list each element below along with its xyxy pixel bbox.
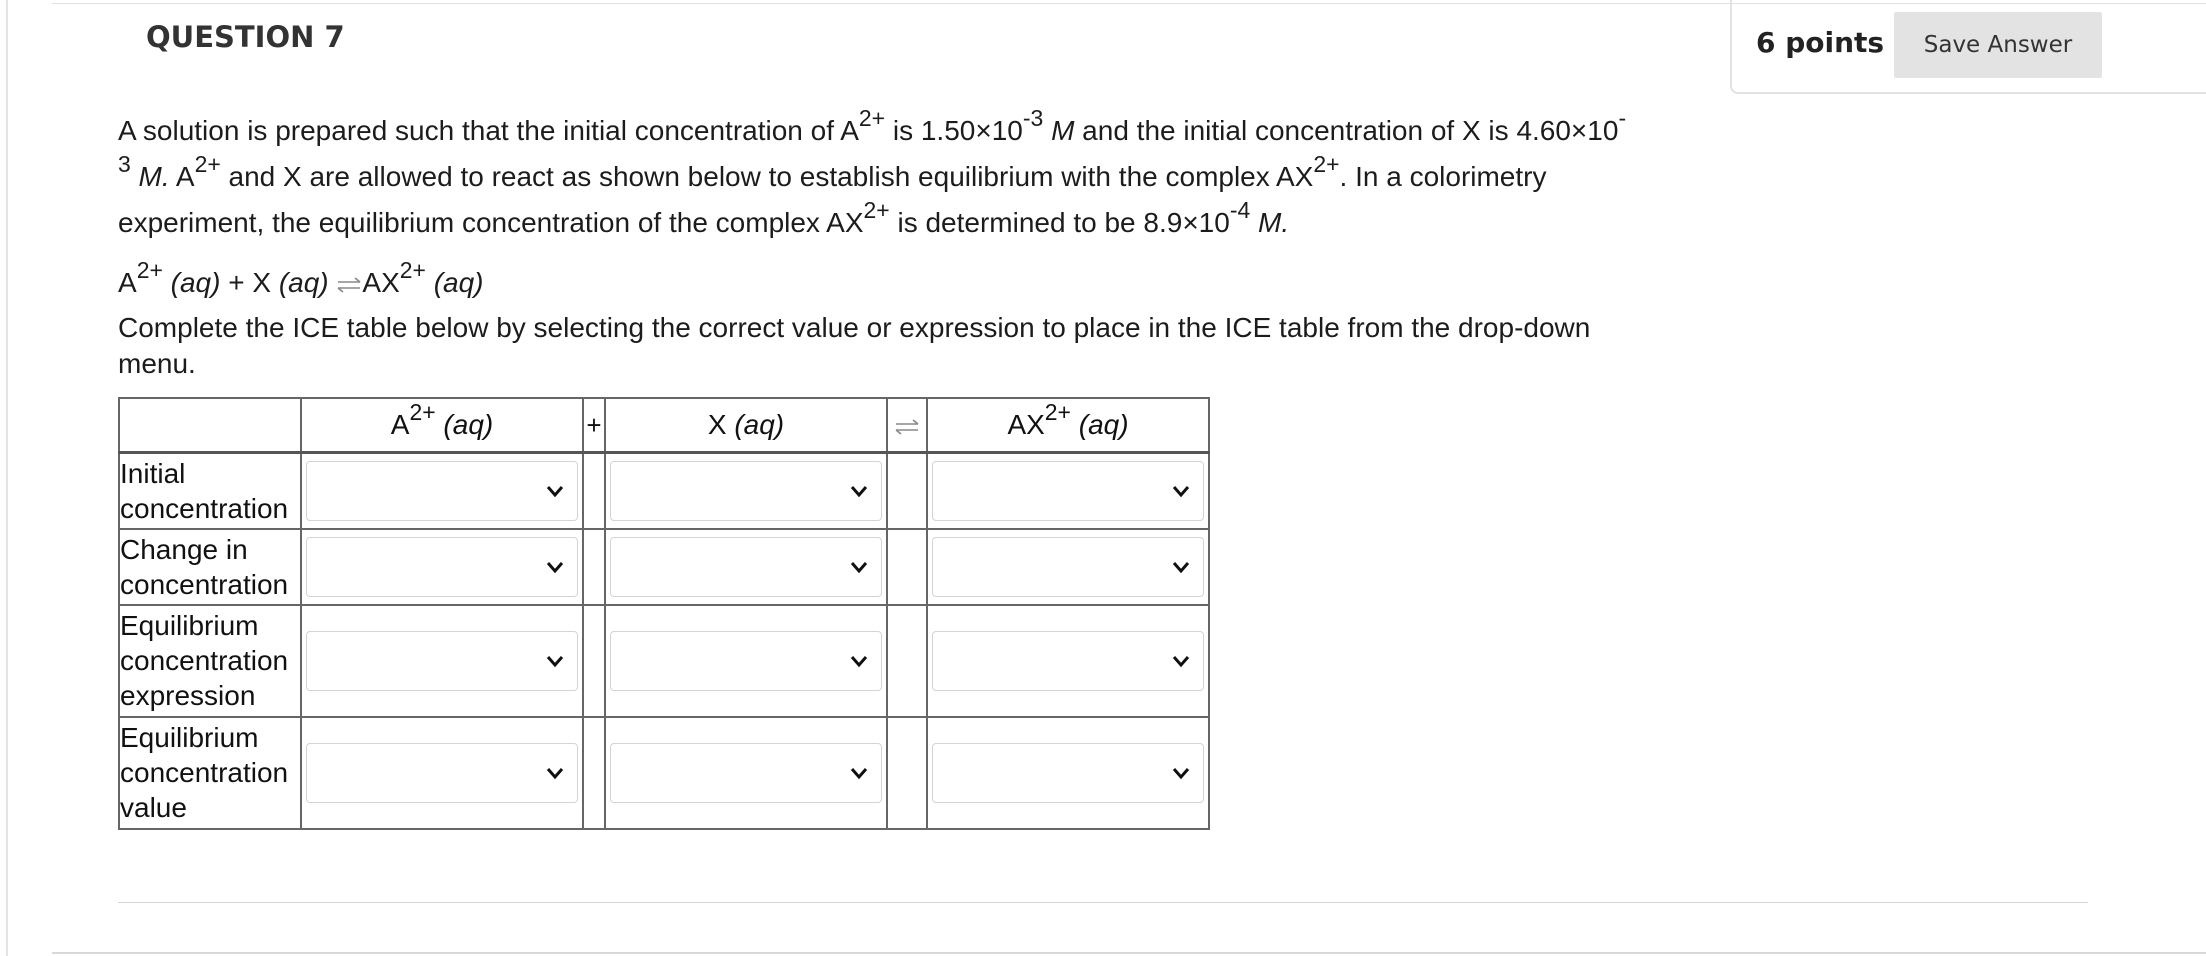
select-eq-value-x[interactable]: [610, 743, 882, 803]
select-change-a[interactable]: [306, 537, 578, 597]
chevron-down-icon: [849, 651, 869, 671]
ice-row-eq-value: [119, 717, 1209, 829]
select-eq-expression-x[interactable]: [610, 631, 882, 691]
section-divider: [118, 902, 2088, 903]
question-title: QUESTION 7: [146, 20, 345, 54]
chevron-down-icon: [849, 557, 869, 577]
row-label-eq-expression: Equilibrium concentration expression: [119, 605, 301, 717]
ice-row-initial: [119, 453, 1209, 529]
equilibrium-arrow-icon: [894, 417, 920, 437]
select-change-x[interactable]: [610, 537, 882, 597]
ice-row-eq-expression: [119, 605, 1209, 717]
chevron-down-icon: [1171, 557, 1191, 577]
select-eq-value-ax[interactable]: [932, 743, 1204, 803]
row-label-eq-value: Equilibrium concentration value: [119, 717, 301, 829]
header-a-aq: $A^{2+}$ (aq): [301, 398, 583, 453]
save-answer-button[interactable]: Save Answer: [1894, 12, 2102, 78]
chevron-down-icon: [545, 481, 565, 501]
equilibrium-arrow-icon: [336, 275, 362, 295]
chevron-down-icon: [849, 481, 869, 501]
select-eq-expression-ax[interactable]: [932, 631, 1204, 691]
chevron-down-icon: [545, 651, 565, 671]
reaction-equation: $A^{2+}$ (aq) + X (aq) $AX^{2+}$ (aq): [118, 256, 484, 298]
chevron-down-icon: [545, 557, 565, 577]
select-initial-x[interactable]: [610, 461, 882, 521]
page-frame: [6, 0, 8, 956]
instruction-text: Complete the ICE table below by selecting the correct value or expression to place in the ICE table from the drop-down menu.: [118, 312, 1591, 379]
ice-corner-cell: [119, 398, 301, 453]
select-eq-expression-a[interactable]: [306, 631, 578, 691]
ice-row-change: [119, 529, 1209, 605]
select-eq-value-a[interactable]: [306, 743, 578, 803]
chevron-down-icon: [849, 763, 869, 783]
ice-table: [118, 397, 1210, 830]
select-change-ax[interactable]: [932, 537, 1204, 597]
chevron-down-icon: [1171, 481, 1191, 501]
points-label: 6 points: [1756, 26, 1885, 59]
row-label-change: Change in concentration: [119, 529, 301, 605]
select-initial-ax[interactable]: [932, 461, 1204, 521]
chevron-down-icon: [1171, 651, 1191, 671]
row-label-initial: Initial concentration: [119, 453, 301, 529]
ice-header-row: [119, 398, 1209, 453]
bottom-divider: [52, 952, 2206, 954]
chevron-down-icon: [545, 763, 565, 783]
problem-statement: A solution is prepared such that the initial concentration of $A^{2+}$ is $1.50\times 10^{-3}$ M and the initial concentration of X is $4.60\times 10^{-3}$ M. $A^{2+}$ and X are allowed to react as shown below to establish equilibrium with the complex $AX^{2+}$. In a colorimetry experiment, the equilibrium concentration of the complex $AX^{2+}$ is determined to be $8.9\times 10^{-4}$ M.: [118, 104, 1627, 238]
header-plus: +: [583, 398, 605, 453]
chevron-down-icon: [1171, 763, 1191, 783]
header-ax-aq: $AX^{2+}$ (aq): [927, 398, 1209, 453]
header-x-aq: X (aq): [605, 398, 887, 453]
header-equilibrium: [887, 398, 927, 453]
select-initial-a[interactable]: [306, 461, 578, 521]
